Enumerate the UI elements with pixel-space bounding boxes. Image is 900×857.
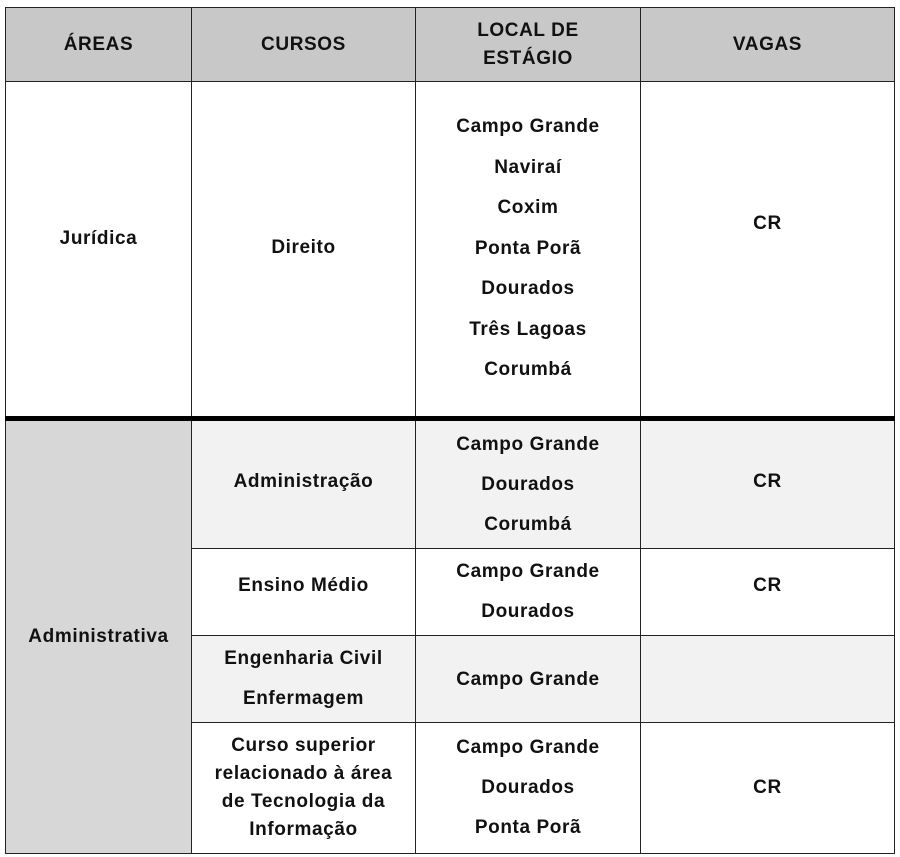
header-areas: ÁREAS (6, 8, 192, 82)
curso-label: Direito (271, 237, 336, 258)
local-item: Três Lagoas (469, 318, 587, 340)
curso-label: relacionado à área (214, 763, 393, 784)
header-row (6, 8, 895, 82)
curso-label: Engenharia Civil (224, 648, 383, 669)
curso-administracao (192, 419, 416, 549)
local-item: Campo Grande (456, 115, 600, 137)
vagas-label: CR (753, 575, 782, 596)
local-item: Campo Grande (456, 669, 600, 690)
curso-label: Curso superior (231, 735, 376, 756)
vagas-juridica (641, 82, 895, 419)
locais-engenharia-enfermagem (416, 636, 641, 723)
local-item: Dourados (481, 777, 575, 798)
local-item: Naviraí (494, 156, 562, 178)
curso-label: Enfermagem (242, 688, 365, 709)
curso-tecnologia (192, 723, 416, 854)
vagas-administracao (641, 419, 895, 549)
table-row-juridica (6, 82, 895, 419)
header-vagas: VAGAS (641, 8, 895, 82)
local-item: Campo Grande (456, 561, 600, 582)
table-row-administracao (6, 419, 895, 549)
curso-label: Informação (249, 819, 358, 840)
area-administrativa (6, 419, 192, 854)
header-local-line-2: ESTÁGIO (483, 47, 573, 69)
vagas-label: CR (753, 777, 782, 798)
local-item: Dourados (481, 278, 575, 300)
local-item: Campo Grande (456, 433, 600, 455)
vagas-engenharia-enfermagem (641, 636, 895, 723)
curso-label: Administração (233, 470, 374, 492)
local-item: Coxim (497, 197, 559, 219)
local-item: Dourados (481, 601, 575, 622)
vagas-ensino-medio (641, 549, 895, 636)
curso-direito (192, 82, 416, 419)
curso-engenharia-enfermagem (192, 636, 416, 723)
vagas-tecnologia (641, 723, 895, 854)
local-item: Ponta Porã (474, 817, 582, 838)
local-item: Dourados (481, 473, 575, 495)
locais-juridica (416, 82, 641, 419)
local-item: Corumbá (484, 359, 572, 381)
area-label: Jurídica (59, 228, 138, 249)
local-item: Campo Grande (456, 737, 600, 758)
vacancies-table (5, 7, 895, 854)
curso-ensino-medio (192, 549, 416, 636)
area-juridica (6, 82, 192, 419)
locais-ensino-medio (416, 549, 641, 636)
vagas-label: CR (753, 213, 782, 234)
vagas-label: CR (753, 470, 782, 492)
local-item: Corumbá (484, 513, 572, 535)
curso-label: de Tecnologia da (221, 791, 386, 812)
header-local-de-estagio (416, 8, 641, 82)
header-local-line-1: LOCAL DE (477, 19, 579, 41)
locais-tecnologia (416, 723, 641, 854)
locais-administracao (416, 419, 641, 549)
area-label: Administrativa (28, 626, 169, 647)
header-cursos: CURSOS (192, 8, 416, 82)
curso-label: Ensino Médio (238, 575, 369, 596)
local-item: Ponta Porã (474, 237, 582, 259)
